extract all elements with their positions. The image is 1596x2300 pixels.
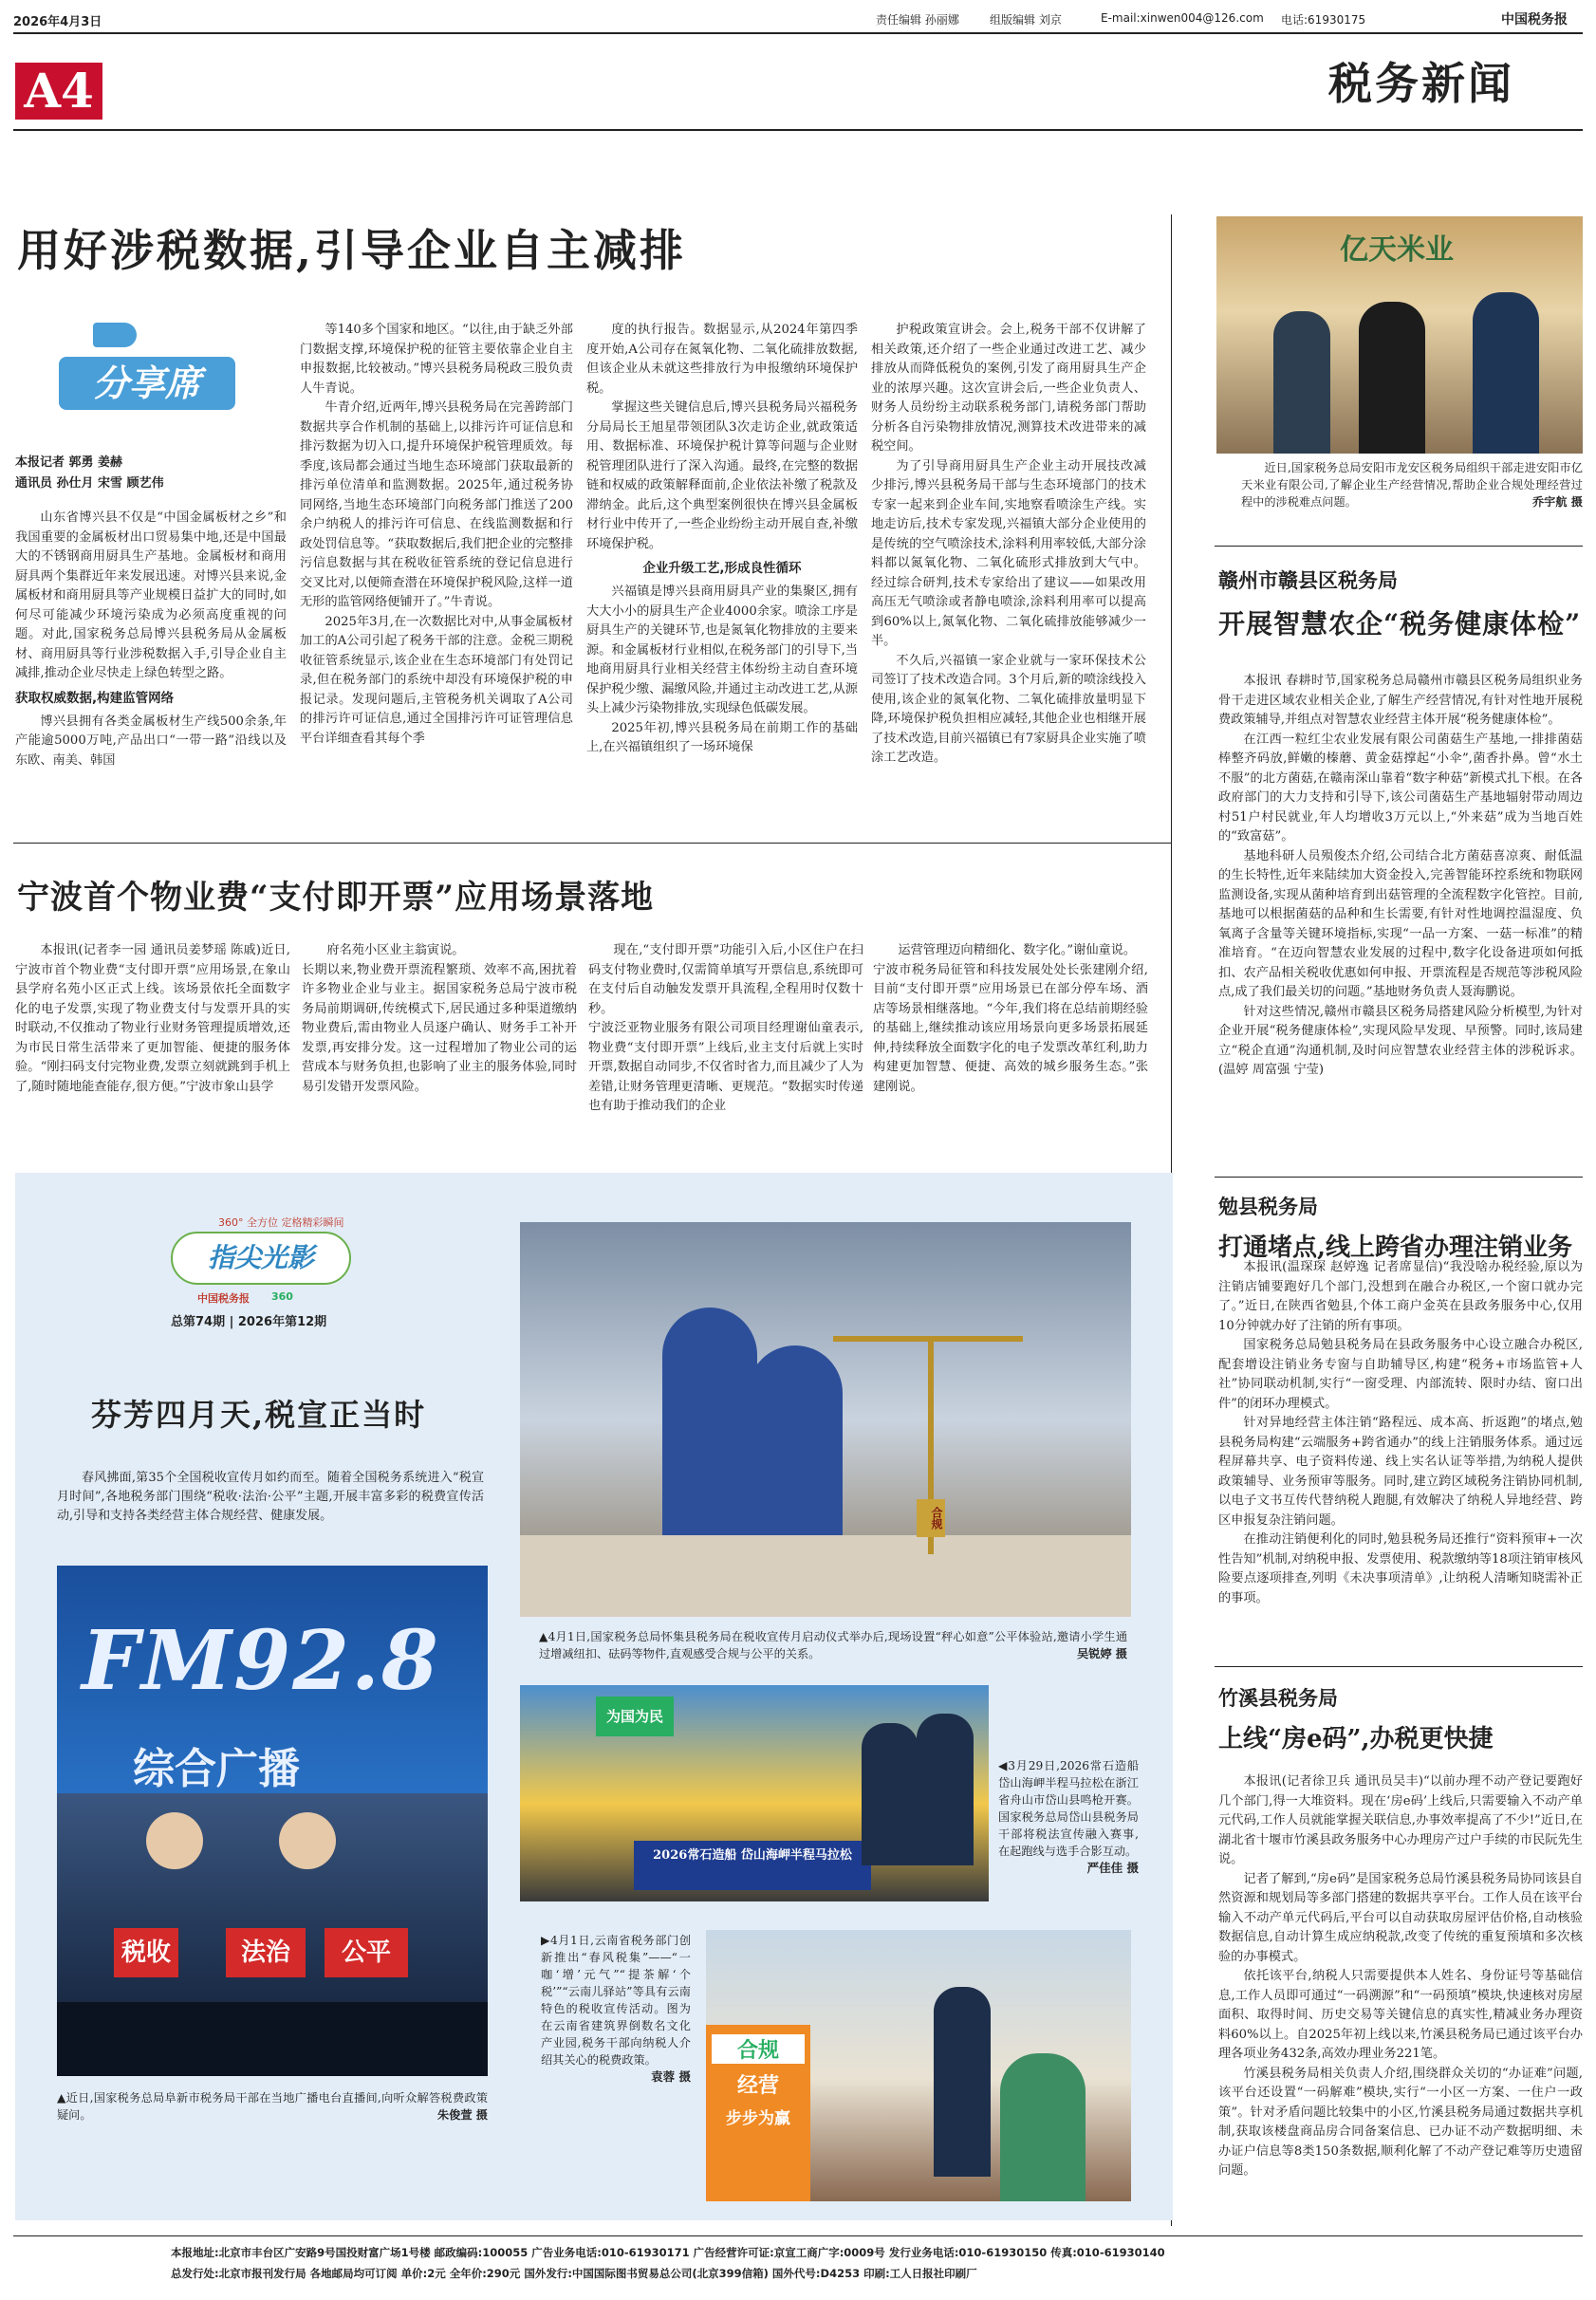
footer-rule	[13, 2235, 1583, 2236]
photo-rice-company	[1216, 216, 1583, 454]
photo-kids	[520, 1222, 1131, 1617]
header-rule	[13, 32, 1583, 34]
mianxian-org: 勉县税务局	[1218, 1196, 1318, 1218]
ganzhou-p3: 基地科研人员殒俊杰介绍,公司结合北方菌菇喜凉爽、耐低温的生长特性,近年来陆续加大资金投入,完善智能环控系统和物联网监测设备,实现从菌种培育到出菇管理的全流程数字化管控。目前,基地可以根据菌菇的品种和生长需要,有针对性地调控温湿度、负氧离子含量等关键环境指标,实现“一品一方案、一菇一标准”的精准培育。“在迈向智慧农业发展的过程中,数字化设备进项如何抵扣、农产品相关税收优惠如何申报、开票流程是否规范等涉税风险点,成了我们最关切的问题。”基地财务负责人聂海鹏说。	[1218, 848, 1583, 999]
article1-p1: 山东省博兴县不仅是“中国金属板材之乡”和我国重要的金属板材出口贸易集中地,还是中国最大的不锈钢商用厨具生产基地。金属板材和商用厨具两个集群近年来发展迅速。对博兴县来说,金属板材和商用厨具等产业规模日益扩大的同时,如何尽可能减少环境污染成为必须高度重视的问题。对此,国家税务总局博兴县税务局从金属板材、商用厨具等行业涉税数据入手,引导企业自主减排,推动企业尽快走上绿色转型之路。	[15, 510, 287, 680]
radio-frequency: FM92.8	[82, 1613, 440, 1709]
header-editors: 责任编辑 孙丽娜	[876, 13, 959, 27]
article1-bottom-rule	[13, 843, 1171, 844]
cap-radio-credit: 朱俊萱 摄	[437, 2108, 488, 2122]
article1-col1	[15, 509, 287, 770]
feature-media2: 360	[271, 1290, 293, 1303]
byline1: 本报记者 郭勇 姜赫	[15, 455, 123, 470]
marathon-banner: 2026常石造船 岱山海岬半程马拉松	[634, 1841, 871, 1890]
footer-line1: 本报地址:北京市丰台区广安路9号国投财富广场1号楼 邮政编码:100055 广告业务电话:010-61930171 广告经营许可证:京宣工商广字:0009号 发行业务电话:010-61930150 传真:010-61930140	[171, 2246, 1165, 2259]
ganzhou-p4: 针对这些情况,赣州市赣县区税务局搭建风险分析模型,为针对企业开展“税务健康体检”,实现风险早发现、早预警。同时,该局建立“税企直通”沟通机制,及时问应智慧农业经营主体的涉税诉求。 (温婷 周富强 宁莹)	[1218, 1004, 1583, 1077]
caret-icon: ▲	[57, 2091, 66, 2105]
feature-issue: 总第74期 | 2026年第12期	[171, 1315, 327, 1329]
zhuxi-p3: 依托该平台,纳税人只需要提供本人姓名、身份证号等基础信息,工作人员即可通过“一码溯源”和“一码预填”模块,快速核对房屋面积、取得时间、历史交易等关键信息的真实性,精减业务办理资料60%以上。自2025年初上线以来,竹溪县税务局已通过该平台办理各项业务432条,高效办理业务221笔。	[1218, 1969, 1583, 2061]
caret-icon: ◀	[998, 1759, 1009, 1772]
zhuxi-org: 竹溪县税务局	[1218, 1687, 1338, 1710]
caret-icon: ▲	[539, 1630, 548, 1643]
yunnan-sign	[706, 2025, 810, 2201]
section-rule	[13, 129, 1583, 131]
yunnan-sign-2: 经营	[736, 2073, 779, 2098]
article1-p12: 不久后,兴福镇一家企业就与一家环保技术公司签订了技术改造合同。3个月后,新的喷涂线投入使用,该企业的氮氧化物、二氧化硫排放量明显下降,环境保护税负担相应减轻,其他企业也相继开展了技术改造,目前兴福镇已有7家厨具企业实施了喷涂工艺改造。	[871, 653, 1146, 765]
article1-p9: 2025年初,博兴县税务局在前期工作的基础上,在兴福镇组织了一场环境保	[586, 720, 858, 754]
ningbo-title: 宁波首个物业费“支付即开票”应用场景落地	[17, 879, 655, 917]
feature-intro: 春风拂面,第35个全国税收宣传月如约而至。随着全国税务系统进入“税宣月时间”,各地税务部门围绕“税收·法治·公平”主题,开展丰富多彩的税费宣传活动,引导和支持各类经营主体合规经营、健康发展。	[57, 1471, 484, 1523]
share-logo-text: 分享席	[59, 357, 235, 410]
ganzhou-org: 赣州市赣县区税务局	[1218, 569, 1398, 592]
zhuxi-p4: 竹溪县税务局相关负责人介绍,围绕群众关切的“办证难”问题,该平台还设置“一码解难”模块,实行“一小区一方案、一住户一政策”。针对矛盾问题比较集中的小区,竹溪县税务局通过数据共享机制,获取该楼盘商品房合同备案信息、已办证不动产数据明细、未办证户信息等8类150条数据,顺利化解了不动产登记难等历史遗留问题。	[1218, 2066, 1583, 2178]
cap-marathon	[998, 1757, 1139, 1877]
store-sign: 亿天米业	[1340, 233, 1454, 267]
radio-sub: 综合广播	[133, 1745, 300, 1793]
zhuxi-p2: 记者了解到,“房e码”是国家税务总局竹溪县税务局协同该县自然资源和规划局等多部门搭建的数据共享平台。工作人员在该平台输入不动产单元代码后,平台可以自动获取房屋评估价格,自动核验数据信息,自动计算生成应纳税款,改变了传统的重复预填和多次核验的办事模式。	[1218, 1871, 1583, 1964]
photo-marathon	[520, 1685, 989, 1901]
article1-sub2: 企业升级工艺,形成良性循环	[642, 561, 802, 576]
article1-p3: 等140多个国家和地区。“以往,由于缺乏外部门数据支撑,环境保护税的征管主要依靠企业自主申报数据,比较被动。”博兴县税务局税政三股负责人牛青说。	[300, 323, 573, 396]
article1-p4: 牛青介绍,近两年,博兴县税务局在完善跨部门数据共享合作机制的基础上,以排污许可证信息和排污数据为切入口,提升环境保护税管理质效。每季度,该局都会通过当地生态环境部门获取最新的排污单位清单和监测数据。2025年,通过税务协同网络,当地生态环境部门向税务部门推送了200余户纳税人的排污许可信息、在线监测数据和行政处罚信息等。“获取数据后,我们把企业的完整排污信息数据与其在税收征管系统的登记信息进行交叉比对,以便筛查潜在环境保护税风险,这样一道无形的监管网络便铺开了。”牛青说。	[300, 400, 573, 609]
header-phone: 电话:61930175	[1281, 13, 1366, 27]
balance-label: 合规	[917, 1499, 945, 1537]
cap-marathon-credit: 严佳佳 摄	[1086, 1861, 1139, 1875]
mianxian-p1: 本报讯(温琛琛 赵婷逸 记者席显信)“我没啥办税经验,原以为注销店铺要跑好几个部门,没想到在融合办税区,一个窗口就办完了。”近日,在陕西省勉县,个体工商户金英在县政务服务中心,仅用10分钟就办好了注销的所有事项。	[1218, 1260, 1583, 1333]
article1-p8: 兴福镇是博兴县商用厨具产业的集聚区,拥有大大小小的厨具生产企业4000余家。喷涂工序是厨具生产的关键环节,也是氮氧化物排放的主要来源。和金属板材行业相似,在税务部门的引导下,当地商用厨具行业相关经营主体纷纷主动自查环境保护税少缴、漏缴风险,并通过主动改进工艺,从源头上减少污染物排放,实现绿色低碳发展。	[586, 584, 858, 715]
feature-media1: 中国税务报	[197, 1292, 250, 1305]
cap-yunnan	[541, 1932, 691, 2086]
ningbo-col2: 府名苑小区业主翁寅说。 长期以来,物业费开票流程繁琐、效率不高,困扰着许多物业企业与业主。据国家税务总局宁波市税务局前期调研,传统模式下,居民通过多种渠道缴纳物业费后,需由物业人员逐户确认、财务手工补开发票,再安排分发。这一过程增加了物业公司的运营成本与财务负担,也影响了业主的服务体验,同时易引发错开发票风险。	[302, 943, 577, 1094]
right-rule-3	[1215, 1666, 1583, 1667]
mianxian-title: 打通堵点,线上跨省办理注销业务	[1218, 1233, 1573, 1262]
radio-sign-1: 税收	[114, 1928, 178, 1977]
marathon-sign: 为国为民	[596, 1697, 674, 1736]
zhuxi-p1: 本报讯(记者徐卫兵 通讯员吴丰)“以前办理不动产登记要跑好几个部门,得一大堆资料。现在‘房e码’上线后,只需要输入不动产单元代码,工作人员就能掌握关联信息,办事效率提高了不少!”近日,在湖北省十堰市竹溪县政务服务中心办理房产过户手续的市民阮先生说。	[1218, 1774, 1583, 1866]
cap-yunnan-text: 4月1日,云南省税务部门创新推出“春风税集”——“一咖‘增’元气”“提茶解‘个税’”“云南儿驿站”等具有云南特色的税收宣传活动。图为在云南省建筑界倒数名文化产业园,税务干部向纳税人介绍其关心的税费政策。	[541, 1934, 692, 2067]
article1-sub1: 获取权威数据,构建监管网络	[15, 690, 175, 706]
ganzhou-title: 开展智慧农企“税务健康体检”	[1218, 608, 1582, 640]
cap-rice-credit: 乔宇航 摄	[1532, 495, 1583, 509]
article1-col4	[871, 321, 1146, 769]
cap-kids-text: 4月1日,国家税务总局怀集县税务局在税收宣传月启动仪式举办后,现场设置“秤心如意”公平体验站,邀请小学生通过增减纽扣、砝码等物件,直观感受合规与公平的关系。	[539, 1630, 1128, 1660]
mianxian-title-wrap	[1218, 1197, 1579, 1263]
ganzhou-body	[1218, 672, 1583, 1081]
cap-radio-text: 近日,国家税务总局阜新市税务局干部在当地广播电台直播间,向听众解答税费政策疑问。	[57, 2091, 489, 2122]
right-rule-2	[1215, 1177, 1583, 1178]
right-rule-1	[1215, 546, 1583, 547]
header-layout: 组版编辑 刘京	[990, 13, 1062, 27]
radio-sign-2: 法治	[226, 1928, 306, 1977]
mianxian-body	[1218, 1258, 1583, 1608]
megaphone-icon	[93, 323, 137, 347]
zhuxi-title: 上线“房e码”,办税更快捷	[1218, 1725, 1494, 1753]
article1-p5: 2025年3月,在一次数据比对中,从事金属板材加工的A公司引起了税务干部的注意。金税三期税收征管系统显示,该企业在生态环境部门有处罚记录,但在税务部门的系统中却没有环境保护税的申报记录。发现问题后,主管税务机关调取了A公司的排污许可证信息,通过全国排污许可证管理信息平台详细查看其每个季	[300, 614, 573, 746]
byline2: 通讯员 孙仕月 宋雪 顾艺伟	[15, 476, 164, 491]
header-email: E-mail:xinwen004@126.com	[1101, 11, 1264, 25]
article1-col3	[586, 321, 858, 758]
photo-yunnan	[706, 1930, 1131, 2201]
feature-logo-text: 指尖光影	[207, 1242, 314, 1273]
mianxian-p3: 针对异地经营主体注销“路程远、成本高、折返跑”的堵点,勉县税务局构建“云端服务+跨省通办”的线上注销服务体系。通过远程屏幕共享、电子资料传递、线上实名认证等举措,为纳税人提供政策辅导、业务预审等服务。同时,建立跨区域税务注销协同机制,以电子文书互传代替纳税人跑腿,有效解决了纳税人异地经营、跨区申报复杂注销问题。	[1218, 1416, 1583, 1528]
share-logo	[55, 323, 241, 417]
feature-logo	[171, 1232, 351, 1285]
radio-sign-3: 公平	[325, 1928, 408, 1977]
header-date: 2026年4月3日	[13, 15, 102, 29]
cap-kids	[539, 1628, 1127, 1662]
caret-icon: ▶	[541, 1934, 550, 1947]
header-paper: 中国税务报	[1501, 12, 1568, 28]
ganzhou-p2: 在江西一粒红尘农业发展有限公司菌菇生产基地,一排排菌菇棒整齐码放,鲜嫩的榛蘑、黄金菇撑起“小伞”,菌香扑鼻。曾“水土不服”的北方菌菇,在赣南深山靠着“数字种菇”新模式扎下根。在各政府部门的大力支持和引导下,该公司菌菇生产基地辐射带动周边村51户村民就业,年人均增收3万元以上,“外来菇”成为当地百姓的“致富菇”。	[1218, 732, 1583, 844]
ganzhou-p1: 本报讯 春耕时节,国家税务总局赣州市赣县区税务局组织业务骨干走进区域农业相关企业,了解生产经营情况,有针对性地开展税费政策辅导,并组点对智慧农业经营主体开展“税务健康体检”。	[1218, 674, 1583, 727]
article1-title: 用好涉税数据,引导企业自主减排	[17, 225, 687, 276]
feature-title: 芬芳四月天,税宣正当时	[91, 1397, 427, 1433]
article1-p6: 度的执行报告。数据显示,从2024年第四季度开始,A公司存在氮氧化物、二氧化硫排放数据,但该企业从未就这些排放行为申报缴纳环境保护税。	[586, 323, 858, 396]
yunnan-sign-3: 步步为赢	[726, 2109, 790, 2128]
article1-p11: 为了引导商用厨具生产企业主动开展技改减少排污,博兴县税务局干部与生态环境部门的技术专家一起来到企业车间,实地察看喷涂生产线。实地走访后,技术专家发现,兴福镇大部分企业使用的是传统的空气喷涂技术,涂料利用率较低,大部分涂料都以氮氧化物、二氧化硫形式排放到大气中。经过综合研判,技术专家给出了建议——如果改用高压无气喷涂或者静电喷涂,涂料利用率可以提高到60%以上,氮氧化物、二氧化硫排放能够减少一半。	[871, 458, 1146, 648]
mianxian-p2: 国家税务总局勉县税务局在县政务服务中心设立融合办税区,配套增设注销业务专窗与自助辅导区,构建“税务+市场监管+人社”协同联动机制,实行“一窗受理、内部流转、限时办结、窗口出件”的闭环办理模式。	[1218, 1338, 1583, 1411]
cap-radio	[57, 2089, 488, 2124]
cap-yunnan-credit: 袁蓉 摄	[651, 2069, 691, 2084]
article1-p7: 掌握这些关键信息后,博兴县税务局兴福税务分局局长王旭星带领团队3次走访企业,就政策适用、数据标准、环境保护税计算等问题与企业财税管理团队进行了深入沟通。最终,在完整的数据链和权威的政策解释面前,企业依法补缴了税款及滞纳金。此后,这个典型案例很快在博兴县金属板材行业中传开了,一些企业纷纷主动开展自查,补缴环境保护税。	[586, 400, 858, 551]
page-number: A4	[24, 63, 94, 119]
yunnan-sign-1: 合规	[712, 2034, 805, 2064]
cap-rice	[1241, 459, 1583, 510]
cap-marathon-text: 3月29日,2026常石造船岱山海岬半程马拉松在浙江省舟山市岱山县鸣枪开赛。国家税务总局岱山县税务局干部将税法宣传融入赛事,在起跑线与选手合影互动。	[998, 1759, 1140, 1858]
feature-tagline: 360° 全方位 定格精彩瞬间	[218, 1216, 344, 1229]
page-number-box	[15, 63, 102, 120]
article1-p10: 护税政策宣讲会。会上,税务干部不仅讲解了相关政策,还介绍了一些企业通过改进工艺、减少排放从而降低税负的案例,引发了商用厨具生产企业的浓厚兴趣。这次宣讲会后,一些企业负责人、财务人员纷纷主动联系税务部门,请税务部门帮助分析各自污染物排放情况,测算技术改进带来的减税空间。	[871, 323, 1146, 454]
cap-rice-text: 近日,国家税务总局安阳市龙安区税务局组织干部走进安阳市亿天米业有限公司,了解企业生产经营情况,帮助企业合规处理经营过程中的涉税难点问题。	[1241, 461, 1583, 509]
footer-line2: 总发行处:北京市报刊发行局 各地邮局均可订阅 单价:2元 全年价:290元 国外发行:中国国际图书贸易总公司(北京399信箱) 国外代号:D4253 印刷:工人日报社印刷厂	[171, 2267, 977, 2280]
photo-radio	[57, 1566, 488, 2076]
mianxian-p4: 在推动注销便利化的同时,勉县税务局还推行“资料预审+一次性告知”机制,对纳税申报、发票使用、税款缴纳等18项注销审核风险要点逐项排查,列明《未决事项清单》,让纳税人清晰知晓需补正的事项。	[1218, 1532, 1583, 1605]
ningbo-col1: 本报讯(记者李一园 通讯员姜梦瑶 陈戚)近日,宁波市首个物业费“支付即开票”应用场景,在象山县学府名苑小区正式上线。该场景依托全面数字化的电子发票,实现了物业费支付与发票开具的实时联动,不仅推动了物业行业财务管理提质增效,还为市民日常生活带来了更加智能、便捷的服务体验。“刚扫码支付完物业费,发票立刻就跳到手机上了,随时随地能查能存,很方便。”宁波市象山县学	[15, 943, 290, 1094]
ningbo-col4: 运营管理迈向精细化、数字化。”谢仙童说。 宁波市税务局征管和科技发展处处长张建刚介绍,目前“支付即开票”应用场景已在部分停车场、酒店等场景相继落地。“今年,我们将在总结前期经验的基础上,继续推动该应用场景向更多场景拓展延伸,持续释放全面数字化的电子发票改革红利,助力构建更加智慧、便捷、高效的城乡服务生态。”张建刚说。	[873, 943, 1148, 1094]
article1-col2	[300, 321, 573, 749]
section-title: 税务新闻	[1328, 58, 1514, 109]
cap-kids-credit: 吴锐婷 摄	[1077, 1647, 1127, 1660]
article1-p2: 博兴县拥有各类金属板材生产线500余条,年产能逾5000万吨,产品出口“一带一路”沿线以及东欧、南美、韩国	[15, 714, 287, 768]
zhuxi-body	[1218, 1772, 1583, 2181]
ningbo-col3: 现在,“支付即开票”功能引入后,小区住户在扫码支付物业费时,仅需简单填写开票信息,系统即可在支付后自动触发发票开具流程,全程用时仅数十秒。 宁波泛亚物业服务有限公司项目经理谢仙童表示,物业费“支付即开票”上线后,业主支付后就上实时开票,数据自动同步,不仅省时省力,而且减少了人为差错,让财务管理更清晰、更规范。“数据实时传递也有助于推动我们的企业	[588, 943, 863, 1113]
